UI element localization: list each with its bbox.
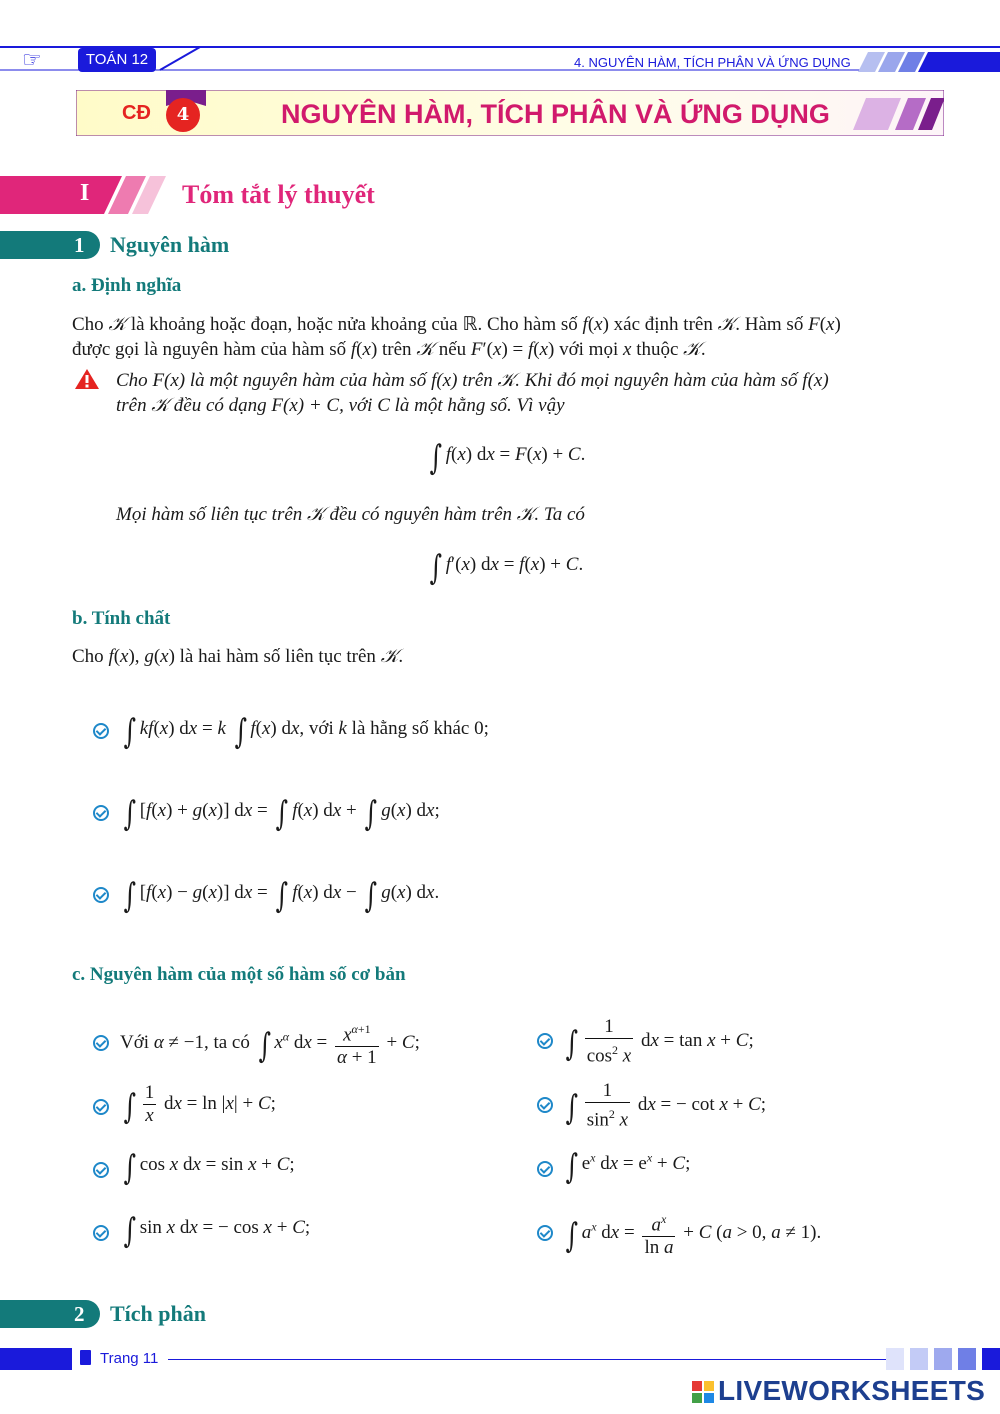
check-icon — [93, 1035, 109, 1051]
formula-antiderivative: ∫ f(x) dx = F(x) + C. — [429, 438, 586, 478]
basic-antiderivatives-heading: c. Nguyên hàm của một số hàm số cơ bản — [72, 964, 406, 985]
check-icon — [93, 887, 109, 903]
formula-derivative-integral: ∫ f′(x) dx = f(x) + C. — [429, 548, 584, 588]
formula-sine: ∫ sin x dx = − cos x + C; — [123, 1211, 311, 1251]
check-icon — [93, 1162, 109, 1178]
definition-paragraph — [72, 312, 952, 362]
formula-general-exponential: ∫ $a^x$ dx = $\frac{a^x}{\text{ln a}}$ + C (a > 0, a ≠ 1). — [562, 1208, 821, 1259]
section-roman: I — [80, 180, 90, 206]
definition-line-1: Cho 𝒦 là khoảng hoặc đoạn, hoặc nửa khoảng của ℝ. Cho hàm số f(x) xác định trên 𝒦. Hàm số F(x) — [72, 314, 841, 335]
properties-intro: Cho f(x), g(x) là hai hàm số liên tục trên 𝒦. — [72, 646, 404, 667]
footer-decoration — [886, 1348, 1000, 1372]
section-heading — [0, 176, 500, 214]
subsection-heading-2 — [0, 1300, 400, 1328]
warning-icon — [74, 368, 100, 390]
chapter-title: NGUYÊN HÀM, TÍCH PHÂN VÀ ỨNG DỤNG — [281, 99, 830, 129]
check-icon — [93, 805, 109, 821]
check-icon — [93, 1225, 109, 1241]
formula-exponential: ∫ $e^x$ dx = $e^x + C$; — [565, 1147, 691, 1187]
subsection-ribbon — [0, 1300, 100, 1328]
footer-line — [168, 1359, 888, 1360]
header-bar — [0, 40, 1000, 80]
subsection-number: 2 — [74, 1302, 85, 1326]
subsection-title: Nguyên hàm — [110, 232, 230, 257]
brand-watermark — [692, 1375, 992, 1409]
property-2: ∫ [f(x) + g(x)] dx = ∫ f(x) dx + ∫ g(x) dx; — [123, 794, 440, 834]
definition-heading: a. Định nghĩa — [72, 275, 182, 296]
check-icon — [537, 1033, 553, 1049]
definition-line-2: được gọi là nguyên hàm của hàm số f(x) trên 𝒦 nếu F′(x) = f(x) với mọi x thuộc 𝒦. — [72, 339, 706, 360]
section-title: Tóm tắt lý thuyết — [182, 180, 375, 209]
brand-name: LIVEWORKSHEETS — [718, 1375, 986, 1406]
check-icon — [537, 1161, 553, 1177]
check-icon — [93, 1099, 109, 1115]
page-label: Trang 11 — [100, 1350, 159, 1367]
formula-csc-squared: ∫ $\frac{1}{\sin^2 x}$ dx = − cot x + C; — [565, 1080, 767, 1131]
subsection-number: 1 — [74, 233, 85, 257]
subsection-heading-1 — [0, 231, 400, 259]
subsection-ribbon — [0, 231, 100, 259]
note-line-2: trên 𝒦 đều có dạng F(x) + C, với C là một hằng số. Vì vậy — [116, 395, 565, 416]
formula-sec-squared: ∫ $\frac{1}{\cos^2 x}$ dx = tan x + C; — [565, 1016, 754, 1067]
property-3: ∫ [f(x) − g(x)] dx = ∫ f(x) dx − ∫ g(x) dx. — [123, 876, 440, 916]
chapter-number: 4 — [176, 104, 190, 125]
formula-power: Với α ≠ −1, ta có ∫ $x^\alpha$ dx = $\frac{x^{\alpha+1}}{\alpha + 1}$ + C; — [120, 1018, 420, 1069]
footer-block — [0, 1348, 72, 1370]
subsection-title: Tích phân — [110, 1301, 206, 1326]
properties-heading: b. Tính chất — [72, 608, 171, 629]
chapter-number-badge — [166, 98, 200, 132]
chapter-reference: 4. NGUYÊN HÀM, TÍCH PHÂN VÀ ỨNG DỤNG — [574, 55, 851, 70]
liveworksheets-logo-icon — [692, 1381, 714, 1403]
note-paragraph — [116, 368, 946, 418]
footer-bar — [0, 1346, 1000, 1374]
check-icon — [537, 1097, 553, 1113]
pointing-hand-icon: ☞ — [22, 48, 42, 73]
check-icon — [537, 1225, 553, 1241]
document-icon — [80, 1350, 91, 1365]
course-label: TOÁN 12 — [85, 51, 149, 68]
property-1: ∫ kf(x) dx = k ∫ f(x) dx, với k là hằng số khác 0; — [123, 712, 489, 752]
check-icon — [93, 723, 109, 739]
chapter-banner — [76, 90, 944, 136]
formula-cosine: ∫ cos x dx = sin x + C; — [123, 1148, 295, 1188]
formula-reciprocal: ∫ $\frac{1}{x}$ dx = ln |x| + C; — [123, 1082, 276, 1127]
cd-label: CĐ — [122, 102, 151, 124]
note-line-1: Cho F(x) là một nguyên hàm của hàm số f(x) trên 𝒦. Khi đó mọi nguyên hàm của hàm số f(x) — [116, 370, 829, 391]
course-badge — [78, 48, 156, 72]
note-continuous: Mọi hàm số liên tục trên 𝒦 đều có nguyên hàm trên 𝒦. Ta có — [116, 504, 585, 525]
